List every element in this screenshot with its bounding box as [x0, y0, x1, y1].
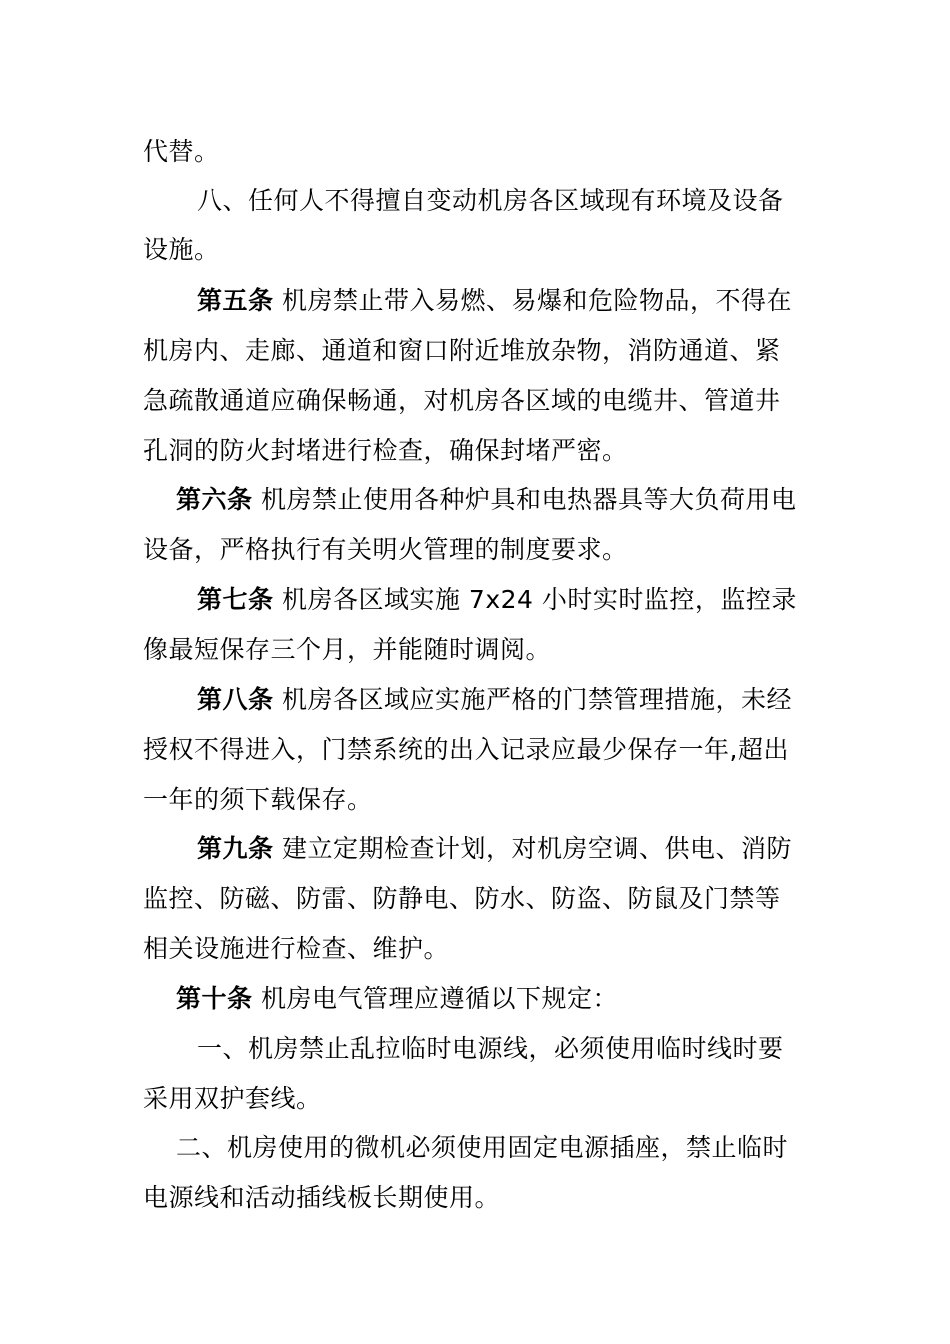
- line-text: 急疏散通道应确保畅通，对机房各区域的电缆井、管道井: [143, 386, 781, 415]
- text-line: [143, 882, 781, 916]
- article-5-line: [197, 284, 792, 318]
- article-heading: 第七条: [197, 585, 274, 614]
- line-text: 设备，严格执行有关明火管理的制度要求。: [143, 535, 628, 564]
- article-10-line: [176, 982, 618, 1016]
- article-heading: 第十条: [176, 984, 253, 1013]
- article-heading: 第八条: [197, 685, 274, 714]
- article-9-line: [197, 832, 792, 866]
- line-text: 电源线和活动插线板长期使用。: [143, 1183, 501, 1212]
- text-line: [176, 1131, 788, 1165]
- text-line: [197, 184, 784, 218]
- article-6-line: [176, 483, 796, 517]
- line-text: 机房禁止使用各种炉具和电热器具等大负荷用电: [252, 485, 797, 514]
- line-text: 机房电气管理应遵循以下规定：: [252, 984, 618, 1013]
- text-line: [143, 434, 628, 468]
- text-line: [143, 1181, 500, 1215]
- line-text: 一、机房禁止乱拉临时电源线，必须使用临时线时要: [197, 1034, 784, 1063]
- text-line: [143, 533, 628, 567]
- line-text: 像最短保存三个月，并能随时调阅。: [143, 635, 552, 664]
- line-text: 机房内、走廊、通道和窗口附近堆放杂物，消防通道、紧: [143, 336, 781, 365]
- line-text: 二、机房使用的微机必须使用固定电源插座，禁止临时: [176, 1133, 789, 1162]
- text-line: [143, 783, 373, 817]
- line-text: 设施。: [143, 235, 220, 264]
- line-text: 八、任何人不得擅自变动机房各区域现有环境及设备: [197, 186, 784, 215]
- article-8-line: [197, 683, 792, 717]
- text-line: [143, 733, 789, 767]
- article-heading: 第六条: [176, 485, 253, 514]
- article-heading: 第五条: [197, 286, 274, 315]
- line-text: 相关设施进行检查、维护。: [143, 934, 450, 963]
- text-line: [143, 384, 781, 418]
- text-line: [143, 1082, 322, 1116]
- line-text: 建立定期检查计划，对机房空调、供电、消防: [273, 834, 792, 863]
- text-line: [143, 334, 781, 368]
- line-text: 代替。: [143, 137, 220, 166]
- line-text: 一年的须下载保存。: [143, 785, 373, 814]
- text-line: [143, 932, 449, 966]
- text-line: [197, 1032, 784, 1066]
- line-text: 机房各区域实施 7x24 小时实时监控，监控录: [273, 585, 797, 614]
- line-text: 机房各区域应实施严格的门禁管理措施，未经: [273, 685, 792, 714]
- article-7-line: [197, 583, 797, 617]
- line-text: 授权不得进入，门禁系统的出入记录应最少保存一年,超出: [143, 735, 789, 764]
- article-heading: 第九条: [197, 834, 274, 863]
- text-line: [143, 633, 551, 667]
- line-text: 采用双护套线。: [143, 1084, 322, 1113]
- text-line: [143, 233, 220, 267]
- line-text: 监控、防磁、防雷、防静电、防水、防盗、防鼠及门禁等: [143, 884, 781, 913]
- text-line: [143, 135, 220, 169]
- line-text: 机房禁止带入易燃、易爆和危险物品，不得在: [273, 286, 792, 315]
- line-text: 孔洞的防火封堵进行检查，确保封堵严密。: [143, 436, 628, 465]
